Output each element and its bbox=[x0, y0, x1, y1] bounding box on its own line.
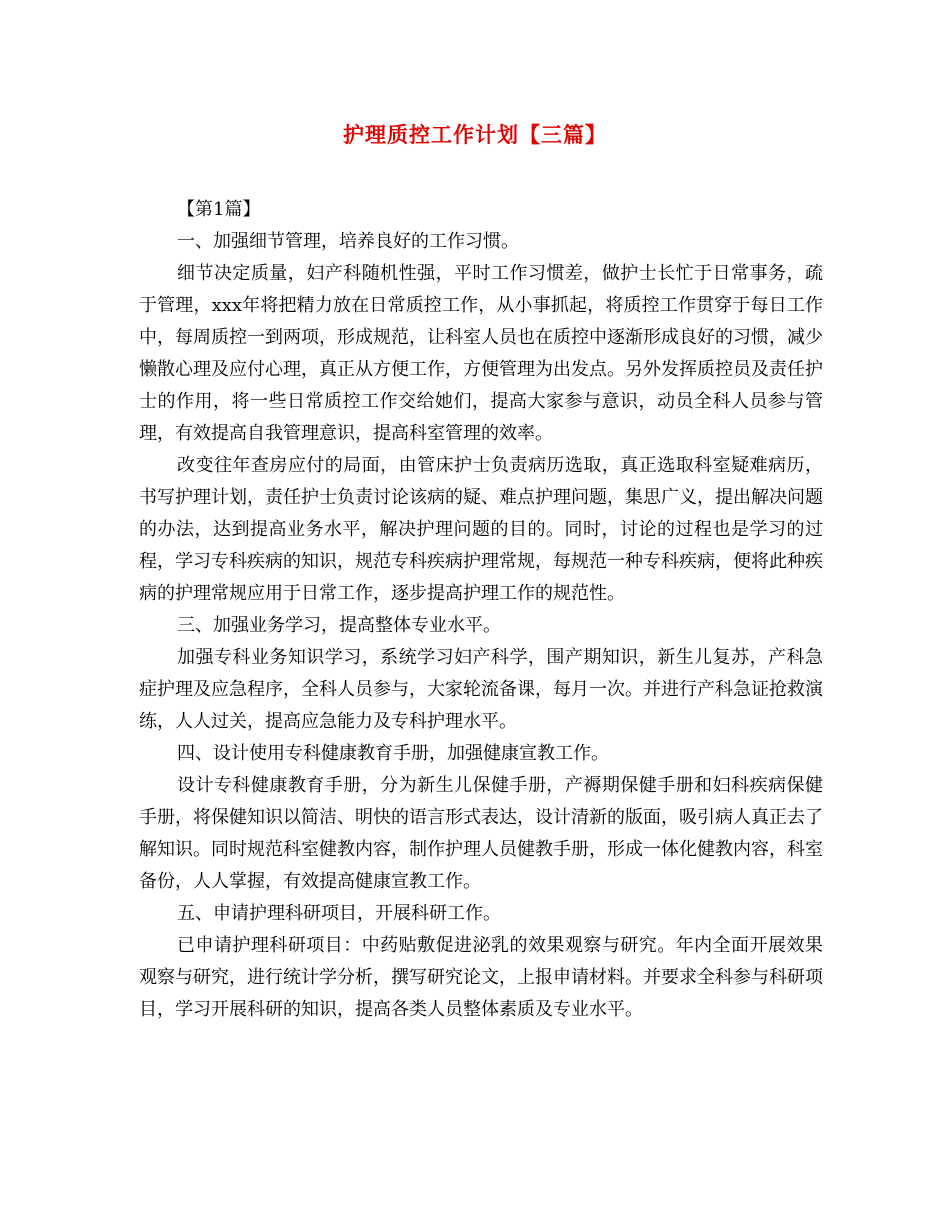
paragraph-detail-quality: 细节决定质量，妇产科随机性强，平时工作习惯差，做护士长忙于日常事务，疏于管理，xxx年将把精力放在日常质控工作，从小事抓起，将质控工作贯穿于每日工作中，每周质控一到两项，形成规范，让科室人员也在质控中逐渐形成良好的习惯，减少懒散心理及应付心理，真正从方便工作，方便管理为出发点。另外发挥质控员及责任护士的作用，将一些日常质控工作交给她们，提高大家参与意识，动员全科人员参与管理，有效提高自我管理意识，提高科室管理的效率。 bbox=[139, 263, 823, 444]
heading-business-study: 三、加强业务学习，提高整体专业水平。 bbox=[177, 615, 501, 636]
paragraph-research: 已申请护理科研项目：中药贴敷促进泌乳的效果观察与研究。年内全面开展效果观察与研究，进行统计学分析，撰写研究论文，上报申请材料。并要求全科参与科研项目，学习开展科研的知识，提高各类人员整体素质及专业水平。 bbox=[139, 935, 823, 1020]
heading-health-education: 四、设计使用专科健康教育手册，加强健康宣教工作。 bbox=[177, 743, 609, 764]
paragraph-health-education: 设计专科健康教育手册，分为新生儿保健手册，产褥期保健手册和妇科疾病保健手册，将保健知识以简洁、明快的语言形式表达，设计清新的版面，吸引病人真正去了解知识。同时规范科室健教内容，制作护理人员健教手册，形成一体化健教内容，科室备份，人人掌握，有效提高健康宣教工作。 bbox=[139, 775, 823, 892]
document-body bbox=[139, 194, 823, 1026]
heading-research: 五、申请护理科研项目，开展科研工作。 bbox=[177, 903, 501, 924]
section-heading-part-1: 【第1篇】 bbox=[177, 199, 261, 220]
document-title: 护理质控工作计划【三篇】 bbox=[343, 122, 607, 147]
heading-detail-management: 一、加强细节管理，培养良好的工作习惯。 bbox=[177, 231, 519, 252]
paragraph-business-study: 加强专科业务知识学习，系统学习妇产科学，围产期知识，新生儿复苏，产科急症护理及应急程序，全科人员参与，大家轮流备课，每月一次。并进行产科急证抢救演练，人人过关，提高应急能力及专科护理水平。 bbox=[139, 647, 823, 732]
paragraph-ward-rounds: 改变往年查房应付的局面，由管床护士负责病历选取，真正选取科室疑难病历，书写护理计划，责任护士负责讨论该病的疑、难点护理问题，集思广义，提出解决问题的办法，达到提高业务水平，解决护理问题的目的。同时，讨论的过程也是学习的过程，学习专科疾病的知识，规范专科疾病护理常规，每规范一种专科疾病，便将此种疾病的护理常规应用于日常工作，逐步提高护理工作的规范性。 bbox=[139, 455, 823, 604]
